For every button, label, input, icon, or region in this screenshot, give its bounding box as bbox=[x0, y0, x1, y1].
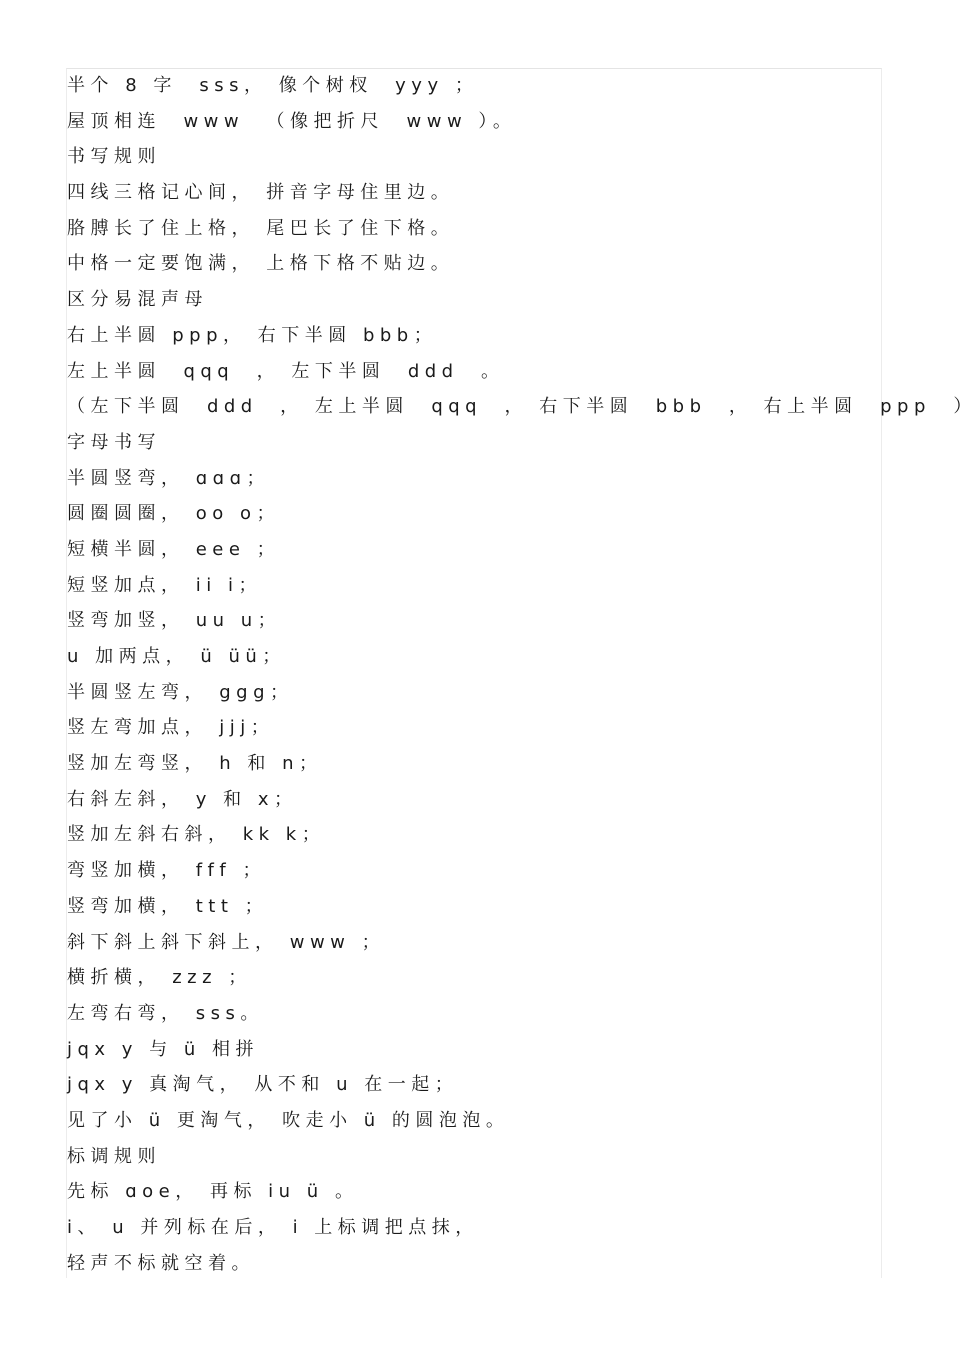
text-line: 右上半圆 ppp， 右下半圆 bbb； bbox=[67, 324, 438, 346]
text-line: 左上半圆 qqq ， 左下半圆 ddd 。 bbox=[67, 360, 505, 382]
text-line: 右斜左斜， y 和 x； bbox=[67, 788, 298, 810]
text-line: 胳膊长了住上格， 尾巴长了住下格。 bbox=[67, 217, 455, 239]
text-line: 半圆竖弯， ɑɑɑ； bbox=[67, 467, 270, 489]
document-body bbox=[67, 68, 977, 1281]
section-heading: 标调规则 bbox=[67, 1145, 161, 1167]
text-line: 斜下斜上斜下斜上， www ； bbox=[67, 931, 386, 953]
text-line: 横折横， zzz ； bbox=[67, 967, 252, 989]
text-line: 屋顶相连 www （像把折尺 www ）。 bbox=[67, 110, 517, 132]
text-line: 半圆竖左弯， ggg； bbox=[67, 681, 294, 703]
text-line: 短横半圆， eee ； bbox=[67, 538, 281, 560]
text-line: 半个 8 字 sss， 像个树杈 yyy ； bbox=[67, 75, 479, 96]
text-line: 短竖加点， ii i； bbox=[67, 574, 262, 596]
text-line: i、 u 并列标在后， i 上标调把点抹， bbox=[67, 1217, 479, 1238]
text-line: 左弯右弯， sss。 bbox=[67, 1002, 264, 1024]
section-heading: 区分易混声母 bbox=[67, 289, 208, 311]
text-line: jqx y 真淘气， 从不和 u 在一起； bbox=[67, 1074, 459, 1096]
text-line: 竖加左斜右斜， kk k； bbox=[67, 824, 326, 846]
section-heading: 字母书写 bbox=[67, 431, 161, 453]
text-line: 先标 ɑoe， 再标 iu ü 。 bbox=[67, 1181, 359, 1203]
text-line: 四线三格记心间， 拼音字母住里边。 bbox=[67, 182, 455, 204]
text-line: 竖弯加横， ttt ； bbox=[67, 895, 269, 917]
section-heading: jqx y 与 ü 相拼 bbox=[67, 1038, 260, 1060]
text-line: 轻声不标就空着。 bbox=[67, 1252, 255, 1274]
text-line: 圆圈圆圈， oo o； bbox=[67, 503, 280, 525]
text-line: 中格一定要饱满， 上格下格不贴边。 bbox=[67, 253, 455, 275]
text-line: u 加两点， ü üü； bbox=[67, 646, 286, 667]
text-line: 见了小 ü 更淘气， 吹走小 ü 的圆泡泡。 bbox=[67, 1109, 510, 1131]
text-line: （左下半圆 ddd ， 左上半圆 qqq ， 右下半圆 bbb ， 右上半圆 ppp ） bbox=[67, 396, 977, 418]
section-heading: 书写规则 bbox=[67, 146, 161, 168]
text-line: 竖左弯加点， jjj； bbox=[67, 717, 275, 739]
text-line: 竖加左弯竖， h 和 n； bbox=[67, 753, 323, 775]
text-line: 竖弯加竖， uu u； bbox=[67, 610, 282, 632]
text-line: 弯竖加横， fff ； bbox=[67, 860, 266, 882]
